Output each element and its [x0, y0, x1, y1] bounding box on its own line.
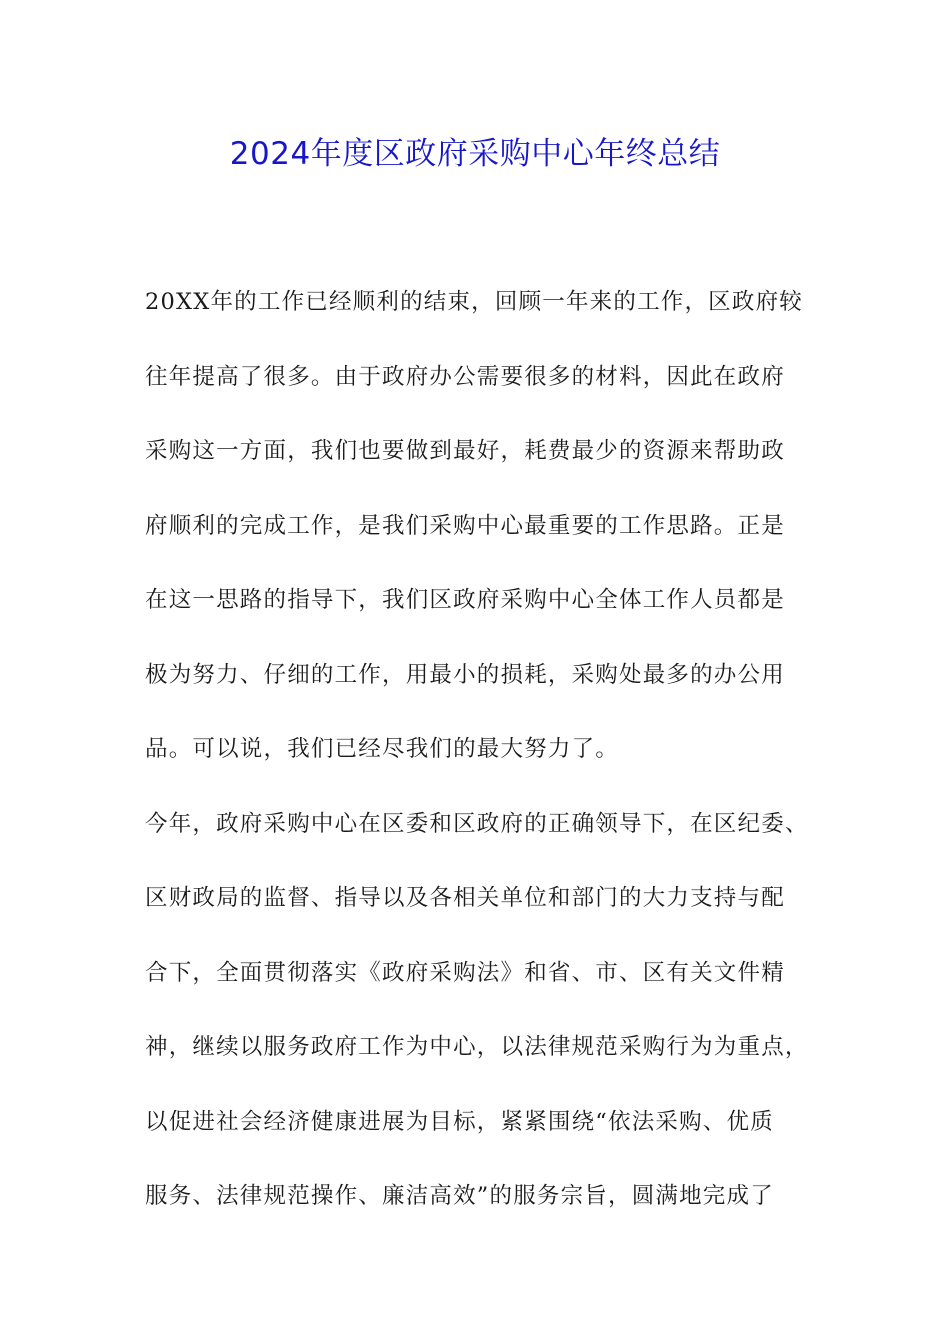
paragraph — [145, 265, 825, 787]
document-title: 2024年度区政府采购中心年终总结 — [229, 136, 721, 172]
text-line: 往年提高了很多。由于政府办公需要很多的材料，因此在政府 — [145, 363, 785, 390]
text-line: 品。可以说，我们已经尽我们的最大努力了。 — [145, 736, 620, 762]
text-line: 服务、法律规范操作、廉洁高效”的服务宗旨，圆满地完成了 — [145, 1183, 774, 1209]
text-line: 神，继续以服务政府工作为中心，以法律规范采购行为为重点， — [145, 1034, 809, 1060]
text-line: 在这一思路的指导下，我们区政府采购中心全体工作人员都是 — [145, 587, 785, 613]
text-line: 20XX年的工作已经顺利的结束，回顾一年来的工作，区政府较 — [145, 289, 803, 315]
text-line: 府顺利的完成工作，是我们采购中心最重要的工作思路。正是 — [145, 512, 785, 539]
document-body — [145, 265, 825, 1234]
paragraph — [145, 787, 825, 1234]
text-line: 区财政局的监督、指导以及各相关单位和部门的大力支持与配 — [145, 885, 785, 911]
text-line: 极为努力、仔细的工作，用最小的损耗，采购处最多的办公用 — [145, 661, 785, 688]
text-line: 采购这一方面，我们也要做到最好，耗费最少的资源来帮助政 — [145, 438, 785, 464]
text-line: 合下，全面贯彻落实《政府采购法》和省、市、区有关文件精 — [145, 959, 785, 986]
text-line: 以促进社会经济健康进展为目标，紧紧围绕“依法采购、优质 — [145, 1108, 774, 1135]
text-line: 今年，政府采购中心在区委和区政府的正确领导下，在区纪委、 — [145, 810, 809, 837]
